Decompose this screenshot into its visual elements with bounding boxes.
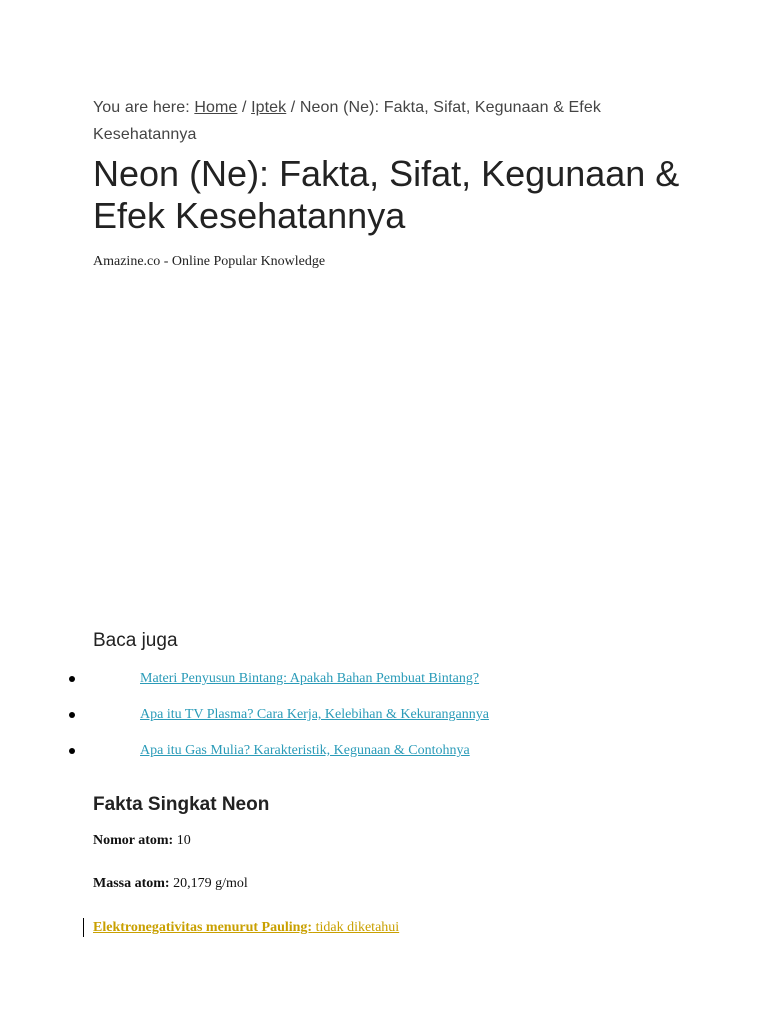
fact-label: Elektronegativitas menurut Pauling: — [93, 920, 313, 935]
related-link[interactable]: Apa itu Gas Mulia? Karakteristik, Kegunaan & Contohnya — [140, 743, 470, 758]
breadcrumb-home-link[interactable]: Home — [194, 99, 238, 116]
breadcrumb-separator: / — [237, 99, 252, 116]
list-item — [0, 668, 700, 704]
bullet-icon — [69, 712, 75, 718]
bullet-icon — [69, 676, 75, 682]
page-title: Neon (Ne): Fakta, Sifat, Kegunaan & Efek Kesehatannya — [93, 153, 680, 236]
breadcrumb-category-link[interactable]: Iptek — [251, 99, 287, 116]
breadcrumb — [93, 94, 693, 148]
text-cursor — [83, 918, 84, 937]
fact-label: Nomor atom: — [93, 833, 174, 848]
fact-electronegativity[interactable] — [93, 918, 399, 938]
related-list — [0, 668, 700, 776]
related-link[interactable]: Apa itu TV Plasma? Cara Kerja, Kelebihan & Kekurangannya — [140, 707, 489, 722]
bullet-icon — [69, 748, 75, 754]
related-heading: Baca juga — [93, 630, 178, 651]
breadcrumb-current: Neon (Ne): Fakta, Sifat, Kegunaan & Efek Kesehatannya — [93, 99, 601, 143]
fact-value: 10 — [173, 833, 191, 848]
fact-value: tidak diketahui — [312, 920, 400, 935]
fact-value: 20,179 g/mol — [169, 876, 248, 891]
fact-atomic-number — [93, 831, 191, 851]
breadcrumb-prefix: You are here: — [93, 99, 195, 116]
facts-heading: Fakta Singkat Neon — [93, 794, 270, 815]
article-byline: Amazine.co - Online Popular Knowledge — [93, 254, 326, 269]
ad-placeholder — [93, 290, 693, 610]
list-item — [0, 740, 700, 776]
fact-label: Massa atom: — [93, 876, 170, 891]
list-item — [0, 704, 700, 740]
fact-atomic-mass — [93, 874, 248, 894]
related-link[interactable]: Materi Penyusun Bintang: Apakah Bahan Pembuat Bintang? — [140, 671, 480, 686]
breadcrumb-separator: / — [286, 99, 300, 116]
